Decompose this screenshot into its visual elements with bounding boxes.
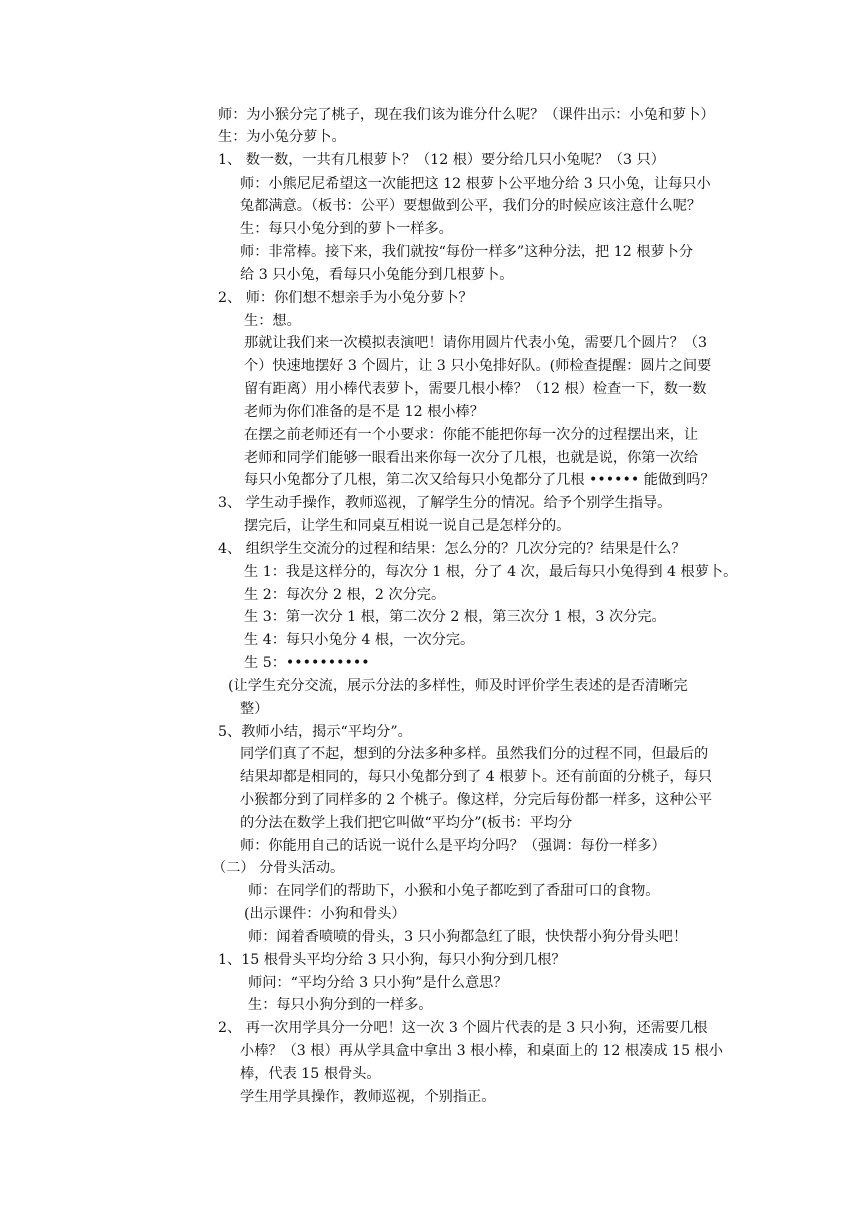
text-line: 1、15 根骨头平均分给 3 只小狗，每只小狗分到几根？ <box>218 952 566 968</box>
text-line: 棒，代表 15 根骨头。 <box>240 1066 381 1082</box>
text-line: 师：非常棒。接下来，我们就按“每份一样多”这种分法，把 12 根萝卜分 <box>240 244 694 260</box>
text-line: 师问：“平均分给 3 只小狗”是什么意思？ <box>248 975 508 991</box>
text-line: 在摆之前老师还有一个小要求：你能不能把你每一次分的过程摆出来，让 <box>244 427 699 443</box>
text-line: 师：在同学们的帮助下，小猴和小兔子都吃到了香甜可口的食物。 <box>248 883 660 899</box>
text-line: 生 4：每只小兔分 4 根，一次分完。 <box>244 632 475 648</box>
text-line: 2、 再一次用学具分一分吧！这一次 3 个圆片代表的是 3 只小狗，还需要几根 <box>218 1020 708 1036</box>
text-line: 1、 数一数，一共有几根萝卜？（12 根）要分给几只小兔呢？（3 只） <box>218 152 665 168</box>
text-line: 师：小熊尼尼希望这一次能把这 12 根萝卜公平地分给 3 只小兔，让每只小 <box>240 176 711 192</box>
text-line: 结果却都是相同的，每只小兔都分到了 4 根萝卜。还有前面的分桃子，每只 <box>240 769 713 785</box>
text-line: 师：为小猴分完了桃子，现在我们该为谁分什么呢？（课件出示：小兔和萝卜） <box>218 107 715 123</box>
text-line: 3、 学生动手操作，教师巡视，了解学生分的情况。给予个别学生指导。 <box>218 495 672 511</box>
text-line: 老师和同学们能够一眼看出来你每一次分了几根，也就是说，你第一次给 <box>244 450 699 466</box>
text-line: 老师为你们准备的是不是 12 根小棒？ <box>244 404 484 420</box>
text-line: 生：想。 <box>244 313 301 329</box>
text-line: (让学生充分交流，展示分法的多样性，师及时评价学生表述的是否清晰完 <box>228 678 688 694</box>
text-line: 个）快速地摆好 3 个圆片，让 3 只小兔排好队。(师检查提醒：圆片之间要 <box>244 358 712 374</box>
text-line: (出示课件：小狗和骨头） <box>244 906 406 922</box>
text-line: 师：闻着香喷喷的骨头，3 只小狗都急红了眼，快快帮小狗分骨头吧！ <box>248 929 688 945</box>
text-line: 给 3 只小兔，看每只小兔能分到几根萝卜。 <box>240 267 514 283</box>
text-line: 兔都满意。（板书：公平）要想做到公平，我们分的时候应该注意什么呢？ <box>240 198 702 214</box>
text-line: 整） <box>240 701 269 717</box>
text-line: 生 3：第一次分 1 根，第二次分 2 根，第三次分 1 根，3 次分完。 <box>244 609 666 625</box>
text-line: 4、 组织学生交流分的过程和结果：怎么分的？几次分完的？结果是什么？ <box>218 541 686 557</box>
text-line: 小猴都分到了同样多的 2 个桃子。像这样，分完后每份都一样多，这种公平 <box>240 792 713 808</box>
text-line: 2、 师：你们想不想亲手为小兔分萝卜？ <box>218 290 473 306</box>
text-line: 生 5：•••••••••• <box>244 655 370 671</box>
text-line: （二） 分骨头活动。 <box>212 860 345 876</box>
text-line: 5、教师小结，揭示“平均分”。 <box>218 724 412 740</box>
text-line: 同学们真了不起，想到的分法多种多样。虽然我们分的过程不同，但最后的 <box>240 746 709 762</box>
text-line: 生：每只小狗分到的一样多。 <box>248 997 433 1013</box>
text-line: 生：每只小兔分到的萝卜一样多。 <box>240 221 453 237</box>
text-line: 留有距离）用小棒代表萝卜，需要几根小棒？（12 根）检查一下，数一数 <box>244 381 707 397</box>
text-line: 摆完后，让学生和同桌互相说一说自己是怎样分的。 <box>244 518 571 534</box>
text-line: 生：为小兔分萝卜。 <box>218 129 346 145</box>
text-line: 小棒？（3 根）再从学具盒中拿出 3 根小棒，和桌面上的 12 根凑成 15 根小 <box>240 1043 723 1059</box>
text-line: 生 2：每次分 2 根，2 次分完。 <box>244 587 446 603</box>
text-line: 那就让我们来一次模拟表演吧！请你用圆片代表小兔，需要几个圆片？（3 <box>244 335 708 351</box>
text-line: 师：你能用自己的话说一说什么是平均分吗？（强调：每份一样多） <box>240 838 666 854</box>
text-line: 每只小兔都分了几根，第二次又给每只小兔都分了几根 •••••• 能做到吗？ <box>244 472 715 488</box>
text-line: 生 1：我是这样分的，每次分 1 根，分了 4 次，最后每只小兔得到 4 根萝卜。 <box>244 564 738 580</box>
text-line: 的分法在数学上我们把它叫做“平均分”(板书：平均分 <box>240 815 573 831</box>
text-line: 学生用学具操作，教师巡视，个别指正。 <box>240 1089 496 1105</box>
